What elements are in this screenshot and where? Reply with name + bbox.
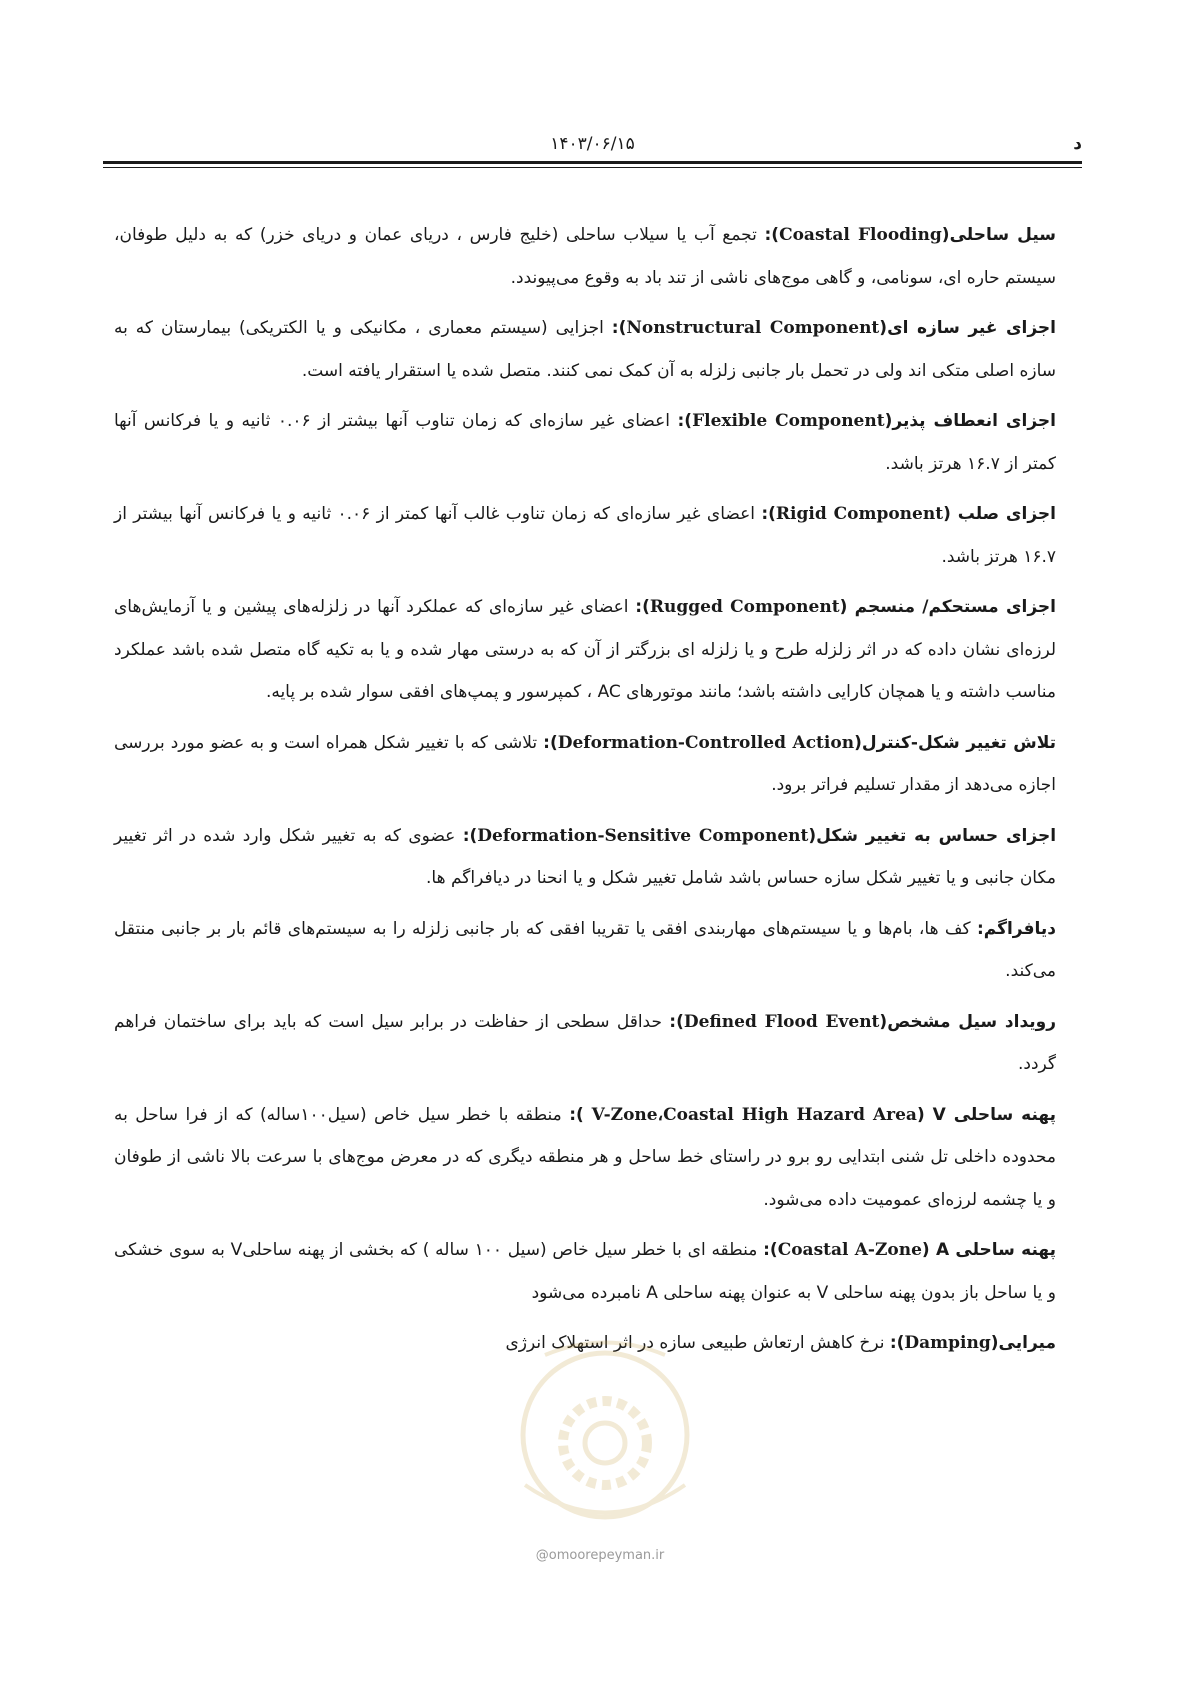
definition-text: اعضای غیر سازه‌ای که عملکرد آنها در زلزله‌های پیشین و یا آزمایش‌های لرزه‌ای نشان داده که در اثر زلزله طرح و یا زلزله ای بزرگتر از آن که به درستی مهار شده و یا به تکیه گاه متصل شده باشد عملکرد مناسب داشته و یا همچان کارایی داشته باشد؛ مانند موتورهای AC ، کمپرسور و پمپ‌های افقی سوار شده بر پایه. (114, 597, 1056, 702)
term-english: Deformation-Controlled Action (557, 732, 855, 753)
term-english: Flexible Component (692, 411, 885, 431)
term-english: V-Zone،Coastal High Hazard Area (591, 1104, 917, 1125)
definition-coastal-flooding (114, 214, 1056, 299)
term-english: Rugged Component (649, 597, 840, 617)
header-date: ۱۴۰۳/۰۶/۱۵ (550, 134, 635, 154)
definition-text: اجزایی (سیستم معماری ، مکانیکی و یا الکتریکی) بیمارستان که به سازه اصلی متکی اند ولی در تحمل بار جانبی زلزله به آن کمک نمی کنند. متصل شده یا استقرار یافته است. (114, 318, 1056, 381)
term-english: Damping (904, 1333, 991, 1353)
term-label: اجزای حساس به تغییر شکل(Deformation-Sensitive Component): (462, 825, 1057, 846)
term-label: تلاش تغییر شکل-کنترل(Deformation-Controlled Action): (543, 732, 1056, 753)
definition-text: حداقل سطحی از حفاظت در برابر سیل است که باید برای ساختمان فراهم گردد. (114, 1011, 1056, 1074)
term-english: Deformation-Sensitive Component (477, 825, 809, 846)
definition-rigid-component (114, 493, 1056, 578)
term-label: میرایی(Damping): (889, 1333, 1056, 1353)
definition-diaphragm (114, 908, 1056, 993)
term-label: پهنه ساحلی A (Coastal A-Zone): (763, 1240, 1057, 1260)
term-english: Nonstructural Component (626, 318, 880, 338)
page-number: د (1073, 134, 1082, 154)
term-english: Defined Flood Event (683, 1011, 880, 1032)
definition-defined-flood-event (114, 1001, 1056, 1086)
term-label: اجزای صلب (Rigid Component): (761, 504, 1056, 524)
term-label: پهنه ساحلی V (V-Zone،Coastal High Hazard Area ): (569, 1104, 1056, 1125)
definition-deformation-controlled-action (114, 722, 1056, 807)
definition-text: اعضای غیر سازه‌ای که زمان تناوب غالب آنها کمتر از ۰.۰۶ ثانیه و یا فرکانس آنها بیشتر از ۱۶.۷ هرتز باشد. (114, 504, 1056, 567)
header-rule-thick (103, 161, 1082, 164)
definition-flexible-component (114, 400, 1056, 485)
definitions-list (114, 214, 1056, 1373)
definition-damping (114, 1322, 1056, 1365)
definition-text: اعضای غیر سازه‌ای که زمان تناوب آنها بیشتر از ۰.۰۶ ثانیه و یا فرکانس آنها کمتر از ۱۶.۷ هرتز باشد. (114, 411, 1056, 474)
definition-deformation-sensitive-component (114, 815, 1056, 900)
page-header (103, 128, 1082, 158)
definition-text: تجمع آب یا سیلاب ساحلی (خلیج فارس ، دریای عمان و دریای خزر) که به دلیل طوفان، سیستم حاره ای، سونامی، و گاهی موج‌های ناشی از تند باد به وقوع می‌پیوندد. (114, 225, 1056, 288)
definition-text: نرخ کاهش ارتعاش طبیعی سازه در اثر استهلاک انرژی (505, 1333, 885, 1353)
definition-nonstructural-component (114, 307, 1056, 392)
term-label: رویداد سیل مشخص(Defined Flood Event): (669, 1011, 1057, 1032)
definition-text: عضوی که به تغییر شکل وارد شده در اثر تغییر مکان جانبی و یا تغییر شکل سازه حساس باشد شامل تغییر شکل و یا انحنا در دیافراگم ها. (114, 825, 1056, 888)
term-english: Coastal Flooding (779, 225, 942, 245)
term-label: دیافراگم: (976, 918, 1056, 939)
definition-text: کف ها، بام‌ها و یا سیستم‌های مهاربندی افقی یا تقریبا افقی که بار جانبی زلزله را به سیستم‌های قائم بار بر جانبی منتقل می‌کند. (114, 918, 1056, 981)
term-label: اجزای انعطاف پذیر(Flexible Component): (677, 411, 1056, 431)
term-english: Coastal A-Zone (777, 1240, 922, 1260)
definition-v-zone (114, 1094, 1056, 1222)
term-english: Rigid Component (775, 504, 944, 524)
term-label: اجزای غیر سازه ای(Nonstructural Component): (611, 318, 1057, 338)
header-rule-thin (103, 167, 1082, 168)
watermark-url: @omoorepeyman.ir (535, 1548, 665, 1563)
definition-text: منطقه با خطر سیل خاص (سیل۱۰۰ساله) که از فرا ساحل به محدوده داخلی تل شنی ابتدایی رو برو در راستای خط ساحل و هر منطقه دیگری که در معرض موج‌های با سرعت بالا ناشی از طوفان و یا چشمه لرزه‌ای عمومیت داده می‌شود. (114, 1104, 1056, 1210)
definition-rugged-component (114, 586, 1056, 714)
term-label: سیل ساحلی(Coastal Flooding): (764, 225, 1057, 245)
definition-coastal-a-zone (114, 1229, 1056, 1314)
term-label: اجزای مستحکم/ منسجم (Rugged Component): (635, 597, 1057, 617)
definition-text: تلاشی که با تغییر شکل همراه است و به عضو مورد بررسی اجازه می‌دهد از مقدار تسلیم فراتر برود. (114, 732, 1056, 795)
definition-text: منطقه ای با خطر سیل خاص (سیل ۱۰۰ ساله ) که بخشی از پهنه ساحلیV به سوی خشکی و یا ساحل باز بدون پهنه ساحلی V به عنوان پهنه ساحلی A نامبرده می‌شود (114, 1240, 1056, 1303)
